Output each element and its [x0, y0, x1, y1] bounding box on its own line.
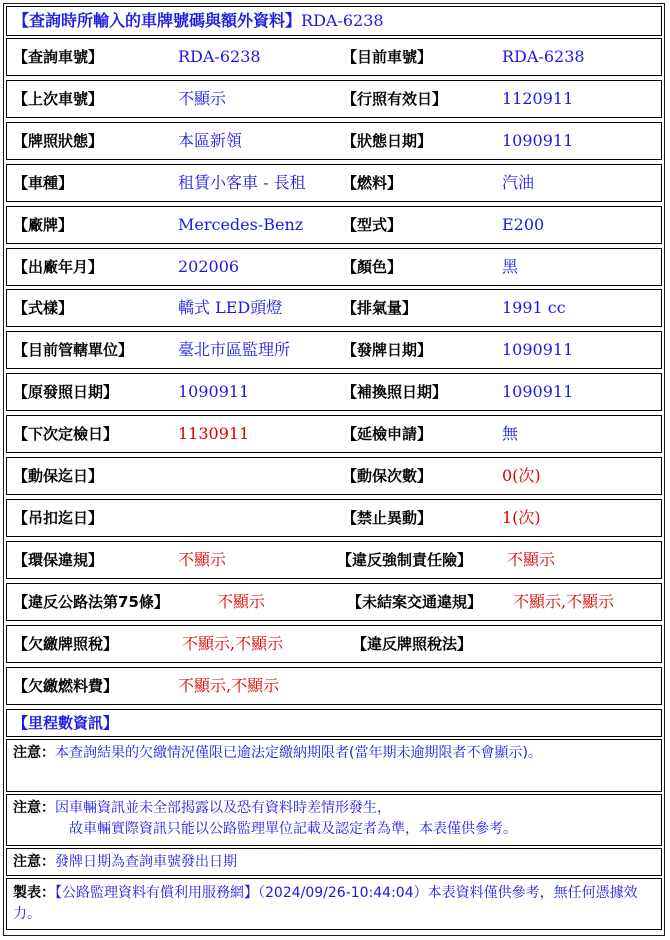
field-label: 【未結案交通違規】 [347, 593, 483, 611]
info-row [6, 373, 662, 411]
field-label: 【式樣】 [13, 299, 74, 317]
report-title [6, 6, 662, 36]
field-label: 【顏色】 [342, 258, 403, 276]
title-plate: RDA-6238 [301, 11, 384, 30]
note-2-head: 注意： [13, 800, 55, 816]
field-value: 不顯示 [178, 550, 227, 569]
footer-head: 製表： [13, 885, 55, 901]
field-label: 【狀態日期】 [342, 132, 433, 150]
field-value: 不顯示,不顯示 [513, 592, 615, 611]
field-value: 黑 [502, 257, 519, 276]
info-row [6, 122, 662, 160]
info-row [6, 541, 662, 579]
field-label: 【排氣量】 [342, 299, 418, 317]
field-value: RDA-6238 [178, 47, 261, 66]
field-value: 不顯示 [217, 592, 266, 611]
info-row [6, 248, 662, 286]
field-value: 1991 cc [502, 298, 566, 317]
field-value: 1(次) [502, 508, 541, 527]
field-label: 【廠牌】 [13, 216, 74, 234]
note-3-text: 發牌日期為查詢車號發出日期 [55, 854, 237, 870]
field-label: 【原發照日期】 [13, 383, 119, 401]
note-1-head: 注意： [13, 745, 55, 761]
field-value: 租賃小客車 - 長租 [178, 173, 306, 192]
field-label: 【下次定檢日】 [13, 425, 119, 443]
field-label: 【環保違規】 [13, 551, 104, 569]
field-value: 臺北市區監理所 [178, 340, 291, 359]
field-label: 【欠繳牌照稅】 [13, 635, 119, 653]
field-label: 【燃料】 [342, 174, 403, 192]
field-value: RDA-6238 [502, 47, 585, 66]
field-value: 0(次) [502, 466, 541, 485]
info-row [6, 457, 662, 495]
info-row [6, 583, 662, 621]
field-value: 不顯示 [507, 550, 556, 569]
note-2 [6, 794, 662, 846]
note-2-text: 因車輛資訊並未全部揭露以及恐有資料時差情形發生， [55, 800, 391, 816]
field-value: 不顯示,不顯示 [182, 634, 284, 653]
field-label: 【出廠年月】 [13, 258, 104, 276]
info-row [6, 289, 662, 327]
footer-note [6, 878, 662, 930]
note-3-head: 注意： [13, 854, 55, 870]
field-label: 【補換照日期】 [342, 383, 448, 401]
field-value: 1090911 [502, 131, 574, 150]
info-row [6, 80, 662, 118]
field-label: 【吊扣迄日】 [13, 509, 104, 527]
field-value: 不顯示,不顯示 [178, 676, 280, 695]
field-value: Mercedes-Benz [178, 215, 304, 234]
field-value: 不顯示 [178, 89, 227, 108]
field-label: 【發牌日期】 [342, 341, 433, 359]
field-value: 轎式 LED頭燈 [178, 298, 283, 317]
field-label: 【上次車號】 [13, 90, 104, 108]
note-1 [6, 739, 662, 792]
field-label: 【違反公路法第75條】 [13, 593, 169, 611]
field-label: 【違反牌照稅法】 [352, 635, 473, 653]
title-label: 【查詢時所輸入的車牌號碼與額外資料】 [13, 11, 302, 30]
field-value: 汽油 [502, 173, 535, 192]
field-value: E200 [502, 215, 545, 234]
note-3 [6, 848, 662, 876]
field-label: 【動保次數】 [342, 467, 433, 485]
mileage-section-header: 【里程數資訊】 [6, 709, 662, 737]
field-label: 【欠繳燃料費】 [13, 677, 119, 695]
info-row [6, 415, 662, 453]
info-row [6, 625, 662, 663]
field-label: 【牌照狀態】 [13, 132, 104, 150]
field-value: 1090911 [502, 382, 574, 401]
field-label: 【動保迄日】 [13, 467, 104, 485]
field-value: 202006 [178, 257, 240, 276]
field-label: 【查詢車號】 [13, 48, 104, 66]
footer-text: 【公路監理資料有償利用服務網】（2024/09/26-10:44:04）本表資料僅供參考，無任何憑據效力。 [13, 885, 638, 922]
field-value: 1120911 [502, 89, 574, 108]
field-label: 【禁止異動】 [342, 509, 433, 527]
field-value: 本區新領 [178, 131, 243, 150]
field-value: 無 [502, 424, 519, 443]
field-value: 1090911 [178, 382, 250, 401]
note-2-text-line2: 故車輛實際資訊只能以公路監理單位記載及認定者為準，本表僅供參考。 [69, 821, 517, 837]
info-row [6, 331, 662, 369]
info-row [6, 38, 662, 76]
info-row [6, 206, 662, 244]
info-row [6, 164, 662, 202]
field-label: 【違反強制責任險】 [337, 551, 473, 569]
field-label: 【行照有效日】 [342, 90, 448, 108]
field-label: 【車種】 [13, 174, 74, 192]
note-1-text: 本查詢結果的欠繳情況僅限已逾法定繳納期限者(當年期未逾期限者不會顯示)。 [55, 745, 542, 761]
info-row [6, 667, 662, 705]
field-label: 【延檢申請】 [342, 425, 433, 443]
field-value: 1130911 [178, 424, 250, 443]
field-label: 【目前車號】 [342, 48, 433, 66]
field-label: 【型式】 [342, 216, 403, 234]
field-label: 【目前管轄單位】 [13, 341, 134, 359]
info-row [6, 499, 662, 537]
field-value: 1090911 [502, 340, 574, 359]
